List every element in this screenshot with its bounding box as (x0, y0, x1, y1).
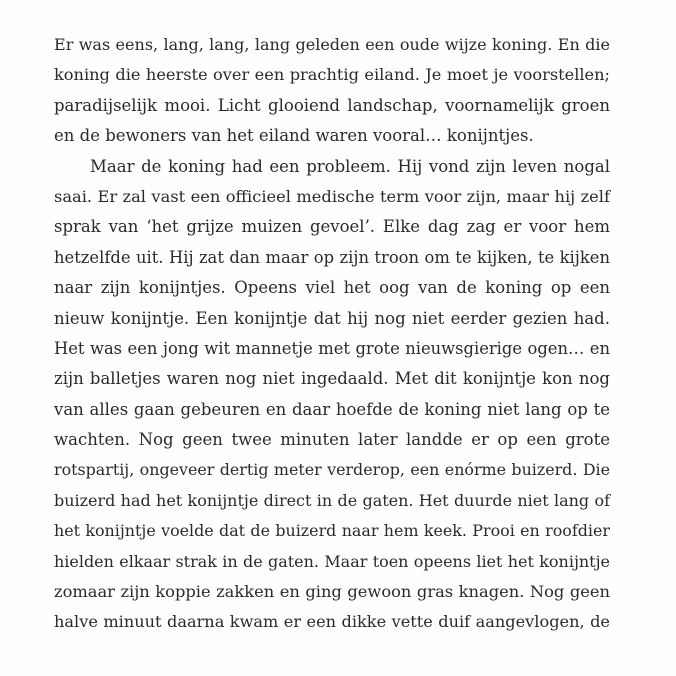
text-line: Maar de koning had een probleem. Hij vond zijn leven nogal (90, 156, 610, 176)
text-line: halve minuut daarna kwam er een dikke vette duif aangevlogen, de (54, 612, 610, 632)
text-line: rotspartij, ongeveer dertig meter verderop, een enórme buizerd. Die (54, 460, 610, 480)
text-line: wachten. Nog geen twee minuten later landde er op een grote (54, 430, 610, 450)
text-line: en de bewoners van het eiland waren vooral… konijntjes. (54, 126, 534, 146)
text-line: sprak van ‘het grijze muizen gevoel’. Elke dag zag er voor hem (54, 217, 610, 237)
text-line: hetzelfde uit. Hij zat dan maar op zijn troon om te kijken, te kijken (54, 247, 610, 267)
text-line: van alles gaan gebeuren en daar hoefde de koning niet lang op te (54, 399, 610, 419)
text-line: koning die heerste over een prachtig eiland. Je moet je voorstellen; (54, 65, 610, 85)
text-line: hielden elkaar strak in de gaten. Maar toen opeens liet het konijntje (54, 551, 610, 571)
text-line: naar zijn konijntjes. Opeens viel het oog van de koning op een (54, 278, 610, 298)
text-line: saai. Er zal vast een officieel medische term voor zijn, maar hij zelf (54, 186, 610, 206)
text-line: het konijntje voelde dat de buizerd naar hem keek. Prooi en roofdier (54, 521, 610, 541)
text-line: nieuw konijntje. Een konijntje dat hij nog niet eerder gezien had. (54, 308, 610, 328)
text-line: paradijselijk mooi. Licht glooiend landschap, voornamelijk groen (54, 95, 610, 115)
text-line: Er was eens, lang, lang, lang geleden een oude wijze koning. En die (54, 35, 610, 54)
text-line: Het was een jong wit mannetje met grote nieuwsgierige ogen… en (54, 338, 610, 358)
text-line: zomaar zijn koppie zakken en ging gewoon gras knagen. Nog geen (54, 582, 610, 602)
text-line: buizerd had het konijntje direct in de gaten. Het duurde niet lang of (54, 490, 610, 510)
body-text (54, 30, 610, 638)
text-line: zijn balletjes waren nog niet ingedaald. Met dit konijntje kon nog (54, 369, 610, 389)
